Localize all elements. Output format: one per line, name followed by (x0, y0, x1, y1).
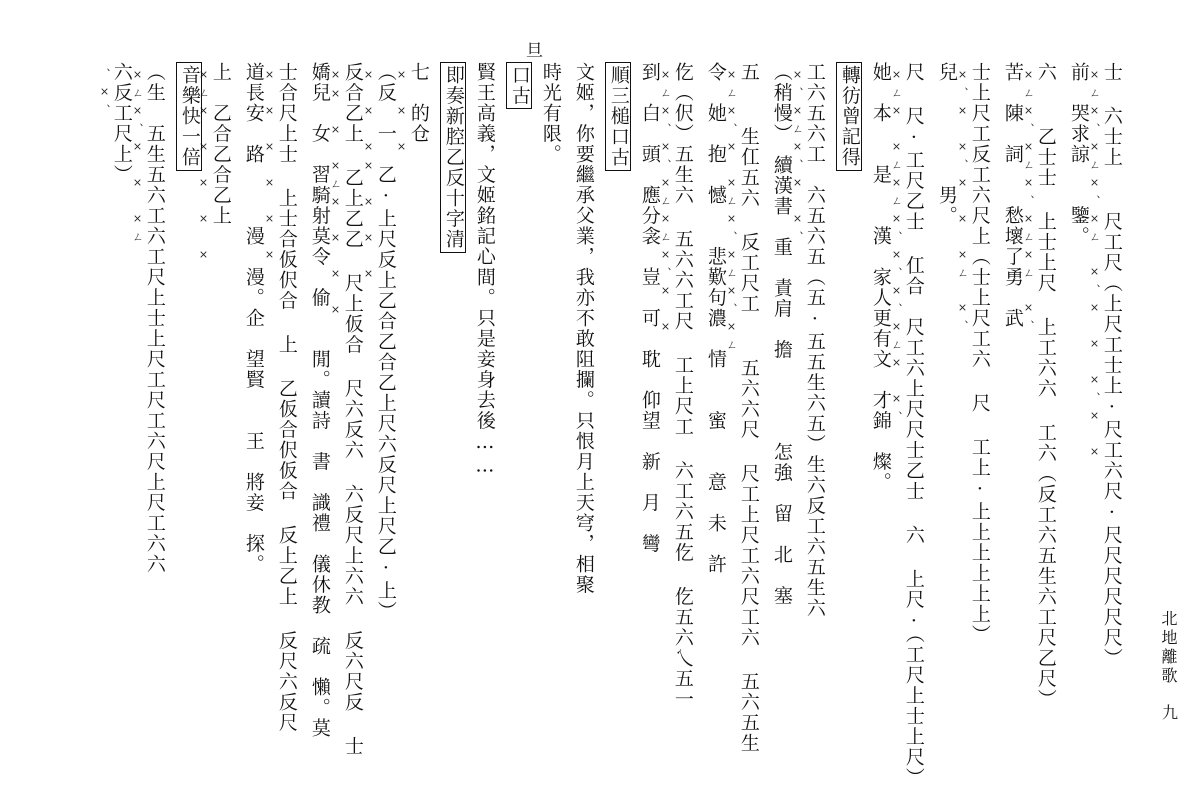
notation-marks: ×× × ×ㄥ× × × × (329, 68, 342, 322)
text-column: 五 生仜五六 反工尺工 五六六尺 尺工上尺工六尺工六 五六五生 (737, 62, 760, 754)
page-number: 九 (1161, 703, 1178, 722)
text-column: 文姬，你要繼承父業，我亦不敢阻攔。只恨月上天穹，相聚 (572, 62, 595, 595)
text-column: 仡（伬）五生六 五六六工尺 工上尺工 六工六五仡 仡五六乀五一 (671, 62, 694, 710)
text-column: 道長安 路 漫 漫。企 望賢 王 將妾 探。 (242, 62, 265, 575)
text-column: 時光有限。 (539, 62, 562, 165)
notation-marks: ×ㄥ×、× ×ㄥ×、×ㄥ×、×ㄥ (725, 68, 738, 356)
text-column: 嬌兒 女 習騎射莫令 偷 閒。讀詩 書 識禮 儀休教 疏 懶。莫 (308, 62, 331, 739)
notation-marks: × × × × × × (263, 68, 276, 267)
section-heading: 轉彷曾記得 (836, 62, 862, 171)
notation-marks: ×ㄥ×、× × ×ㄥ (131, 68, 144, 248)
notation-marks: × × ×× × × × (362, 68, 375, 286)
text-column: 她 本 是 漢 家人更有文 才錦 燦。 (869, 62, 892, 493)
text-column: 苦 陳 詞 愁壞了勇 武 (1001, 62, 1024, 329)
text-column: 賢王高義，文姬銘記心間。只是妾身去後…… (473, 62, 496, 478)
text-column: 士合尺上士 上士合仮伬合 上 乙仮合伬仮合 反上乙上 反尺六反尺 (275, 62, 298, 733)
text-column: 反合乙上 乙上乙乙 尺上仮合 尺六反六 六反尺上六六 反六尺反 士 (341, 62, 364, 757)
running-head: 北地離歌 (1159, 610, 1178, 686)
text-column: 士上尺工反工六尺上（士上尺工六 尺 工上·上上上上上上） (968, 62, 991, 645)
text-column: 令 她 抱 憾 悲歎句濃 情 蜜 意 未 許 (704, 62, 727, 575)
text-column: 尺 尺·工尺乙士 仜合 尺工六上尺尺士乙士 六 上尺·（工尺上士上尺） (902, 62, 925, 788)
text-column: 七 的仓 (407, 62, 430, 144)
text-column: 前 哭求諒 鑒。 (1067, 62, 1090, 247)
section-heading: 順三槌口古 (605, 62, 631, 171)
text-column: （反 一 乙·上尺反上乙合乙合乙上尺六反尺上尺乙·上） (374, 62, 397, 622)
notation-marks: ×ㄥ×、×、×ㄥ×ㄥ×、× × (659, 68, 672, 339)
notation-marks: 、×、 (98, 68, 111, 121)
text-column: （生 五生五六工六工尺上士上尺工尺工六尺上尺工六六 (143, 62, 166, 575)
section-heading: 音樂快一倍 (176, 62, 202, 171)
notation-marks: ×、×ㄥ×、× ×、 (791, 68, 804, 248)
section-heading: 口古 (506, 62, 532, 109)
notation-marks: × × × (395, 68, 408, 159)
text-column: 到 白 頭 應分衾 豈 可 耽 仰望 新 月 彎 (638, 62, 661, 554)
notation-marks: ×ㄥ× ×ㄥ×ㄥ×、×、×、×ㄥ× ×、 (890, 68, 903, 428)
text-column: 六反工尺上） (110, 62, 133, 185)
text-column: 士 六士上 尺工尺（上尺工士上·尺工六尺·尺尺尺尺尺尺） (1100, 62, 1123, 669)
text-column: 兒 男。 (935, 62, 958, 226)
text-column: 六 乙士士 上士上尺 上工六六 工六（反工六五生六工尺乙尺） (1034, 62, 1057, 710)
center-symbol: 旦 (526, 41, 543, 61)
notation-marks: ×ㄥ×、×ㄥ×、×ㄥ ×、× × ×、× × (1088, 68, 1101, 464)
notation-marks: ×ㄥ× × × × × (197, 68, 210, 267)
section-heading: 即奏新腔乙反十字清 (440, 62, 466, 253)
notation-marks: ×、× ×、× × ×ㄥ ×、 (956, 68, 969, 337)
text-column: 工六五六工 六五六五（五·五五生六五）生六反工六五生六 (803, 62, 826, 619)
notation-marks: ×ㄥ×、×ㄥ×、×ㄥ×ㄥ ×、 (1022, 68, 1035, 337)
text-column: （稍慢） 續漢書 重 責肩 擔 怎強 留 北 塞 (770, 62, 793, 606)
text-column: 上 乙合乙合乙上 (209, 62, 232, 226)
